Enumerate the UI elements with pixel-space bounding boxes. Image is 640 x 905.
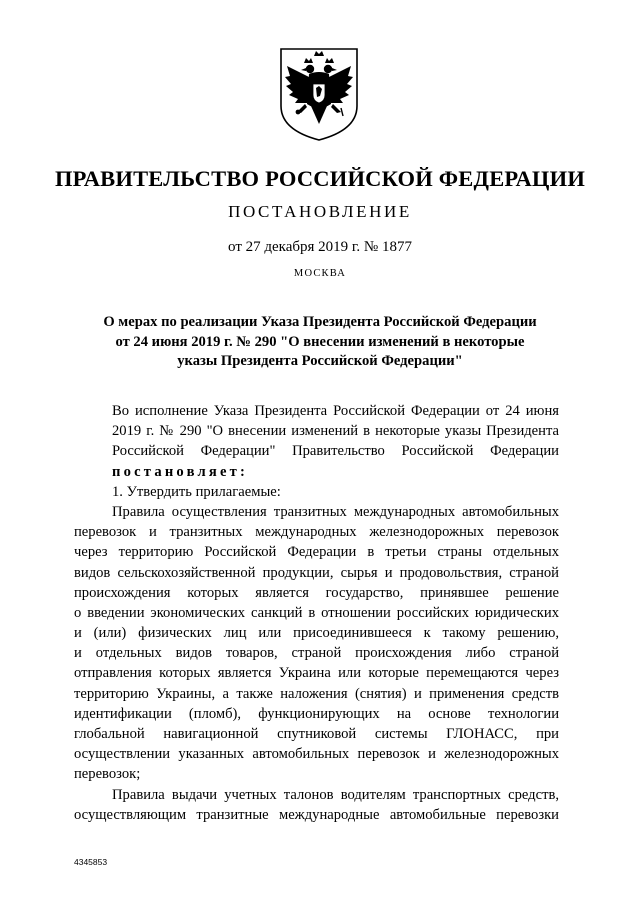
document-city: МОСКВА: [293, 268, 347, 279]
rules-1-paragraph: [74, 502, 559, 785]
body-line: через территорию Российской Федерации в третьи страны отдельных: [74, 544, 559, 561]
body-line: Правила выдачи учетных талонов водителям транспортных средств,: [112, 786, 559, 803]
document-id: 4345853: [74, 857, 108, 867]
body-line: перевозок и транзитных международных железнодорожных перевозок: [74, 524, 559, 541]
government-title: ПРАВИТЕЛЬСТВО РОССИЙСКОЙ ФЕДЕРАЦИИ: [54, 166, 586, 191]
decides-word: постановляет:: [112, 463, 249, 480]
body-line: глобальной навигационной спутниковой системы ГЛОНАСС, при: [74, 726, 559, 742]
body-line: Во исполнение Указа Президента Российской Федерации от 24 июня: [112, 403, 559, 419]
document-body: [74, 401, 559, 825]
body-line: видов сельскохозяйственной продукции, сырья и продовольствия, страной: [74, 564, 559, 581]
body-line: происхождения которых является государство, принявшее решение: [74, 584, 559, 601]
item-1: [74, 482, 559, 502]
body-line: осуществляющим транзитные международные автомобильные перевозки: [74, 806, 559, 823]
russian-coat-of-arms-icon: [271, 46, 367, 142]
rules-2-paragraph: [74, 785, 559, 825]
body-line: территорию Украины, а также наложения (снятия) и применения средств: [74, 685, 559, 702]
body-line: и (или) физических лиц или присоединившееся к такому решению,: [74, 625, 559, 642]
body-line: 2019 г. № 290 "О внесении изменений в некоторые указы Президента: [112, 423, 559, 440]
body-line: и отдельных видов товаров, страной происхождения либо страной: [74, 645, 559, 662]
body-line: отправления которых является Украина или которые перемещаются через: [74, 665, 559, 682]
body-line: осуществлении указанных автомобильных перевозок и железнодорожных: [74, 746, 559, 763]
heading-line: указы Президента Российской Федерации": [177, 353, 463, 369]
body-line: Российской Федерации" Правительство Российской Федерации: [112, 443, 559, 460]
body-line: перевозок;: [74, 766, 141, 783]
body-line: 1. Утвердить прилагаемые:: [112, 483, 281, 500]
body-line: о введении экономических санкций в отношении российских юридических: [74, 604, 559, 621]
intro-paragraph: [74, 401, 559, 482]
document-heading: [70, 313, 570, 372]
document-date-number: от 27 декабря 2019 г. № 1877: [228, 239, 412, 255]
body-line: идентификации (пломб), функционирующих на основе технологии: [74, 705, 559, 722]
heading-line: О мерах по реализации Указа Президента Российской Федерации: [103, 314, 537, 330]
heading-line: от 24 июня 2019 г. № 290 "О внесении изменений в некоторые: [115, 333, 525, 350]
document-type: ПОСТАНОВЛЕНИЕ: [228, 202, 412, 221]
body-line: Правила осуществления транзитных международных автомобильных: [112, 503, 559, 520]
